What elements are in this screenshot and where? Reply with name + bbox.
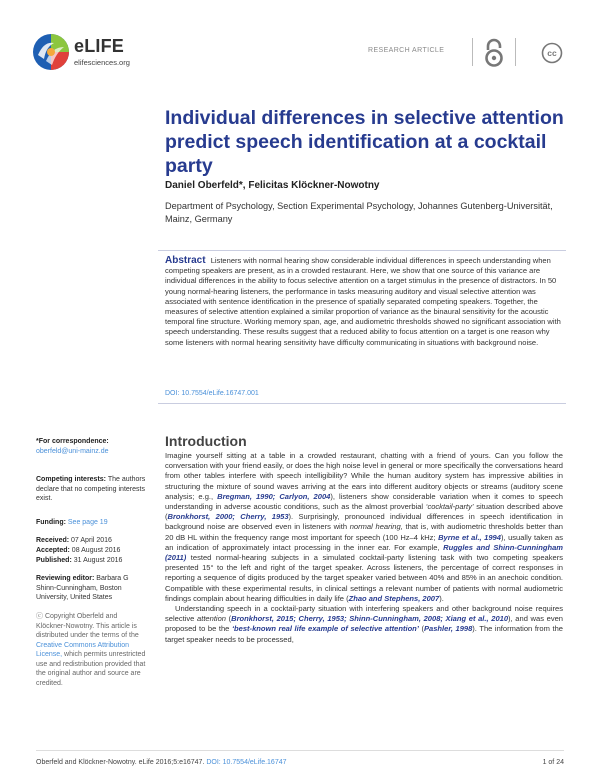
citation-link[interactable]: Byrne et al., 1994 <box>438 532 501 542</box>
introduction-body <box>165 451 563 645</box>
citation-link[interactable]: Bronkhorst, 2015; Cherry, 1953; Shinn-Cunningham, 2008; Xiang et al., 2010 <box>231 614 509 624</box>
copyright-icon: ⓒ <box>36 613 43 620</box>
logo-url[interactable]: elifesciences.org <box>74 58 130 67</box>
text-run: Understanding speech in a cocktail-party situation with interfering speakers and other background noise requires selective <box>165 604 563 624</box>
footer-divider <box>36 750 564 751</box>
emphasis: attention <box>197 614 226 624</box>
citation-link[interactable]: Zhao and Stephens, 2007 <box>348 593 440 603</box>
text-run: ( <box>228 614 232 624</box>
citation-link[interactable]: Bronkhorst, 2000; Cherry, 1953 <box>167 512 289 522</box>
text-run: ), and was even proposed to be the <box>165 614 563 634</box>
logo-text[interactable]: eLIFE <box>74 36 125 56</box>
author-list: Daniel Oberfeld*, Felicitas Klöckner-Nowotny <box>165 180 380 191</box>
published-date <box>36 556 146 566</box>
text-run: ). Surprisingly, pronounced individual differences in speech identification in background noise are observed even in listeners with <box>165 512 563 532</box>
footer-doi-link[interactable]: DOI: 10.7554/eLife.16747 <box>206 759 287 766</box>
received-label: Received: <box>36 537 70 544</box>
accepted-value: 08 August 2016 <box>71 547 121 554</box>
funding-label: Funding: <box>36 519 66 526</box>
reviewing-editor <box>36 574 146 603</box>
paragraph <box>165 604 563 645</box>
copyright-text: Copyright Oberfeld and Klöckner-Nowotny. This article is distributed under the terms of the <box>36 613 139 639</box>
abstract <box>165 256 565 348</box>
cc-label: cc <box>547 48 557 59</box>
copyright-notice <box>36 612 146 688</box>
emphasis: ‘cocktail-party’ <box>425 502 474 512</box>
text-run: ( <box>421 624 424 634</box>
correspondence-label: *For correspondence: <box>36 438 109 445</box>
competing-interests-label: Competing interests: <box>36 476 107 483</box>
article-type-label: RESEARCH ARTICLE <box>368 47 445 54</box>
citation-link[interactable]: Bregman, 1990; Carlyon, 2004 <box>217 491 331 501</box>
license-link[interactable]: Creative Commons Attribution License, <box>36 641 129 658</box>
introduction-heading: Introduction <box>165 433 247 449</box>
correspondence-email-link[interactable]: oberfeld@uni-mainz.de <box>36 447 109 455</box>
reviewing-editor-label: Reviewing editor: <box>36 575 95 582</box>
text-run: Imagine yourself sitting at a table in a crowded restaurant, chatting with a friend of yours. Can you follow the conversation with your friend easily, or does the high noise level in general or more specifically the conversations heard from other tables interfere with speech intelligibility? While the human auditory system has impressive abilities in structuring the mixture of sound waves arriving at the ears into different auditory objects or streams (auditory scene analysis; e.g., <box>165 451 563 501</box>
text-run: tested normal-hearing subjects in a simulated cocktail-party listening task with two competing speakers presented 15° to the left and right of the target speaker. Across listeners, the percentage of correct responses in reporting a sequence of digits produced by the target speaker varied between 40% and 85% in an anechoic condition. Compatible with these experimental results, in clinical settings a relevant number of patients with normal audiometric findings complain about hearing difficulties in daily life ( <box>165 553 563 603</box>
competing-interests-text: The authors declare that no competing interests exist. <box>36 476 146 502</box>
abstract-doi-link[interactable]: DOI: 10.7554/eLife.16747.001 <box>165 390 259 397</box>
text-run: ), listeners show considerable variation when it comes to speech understanding in adverse acoustic conditions, such as the almost proverbial <box>165 491 563 512</box>
accepted-label: Accepted: <box>36 547 70 554</box>
abstract-body: Listeners with normal hearing show considerable individual differences in speech understanding when competing speakers are present, as in a crowded restaurant. Here, we show that one source of this variance are individual differences in the ability to focus selective attention on a target stimulus in the presence of distractors. In 50 young normal-hearing listeners, the performance in tasks measuring auditory and visual selective attention was associated with sentence identification in the presence of spatially separated competing speakers. Together, the measures of selective attention explained a similar proportion of variance as the binaural sensitivity for the acoustic temporal fine structure. Working memory span, age, and audiometric thresholds showed no significant association with speech understanding. These results suggest that a reduced ability to focus attention on a target is one reason why some listeners with normal hearing sensitivity have difficulty communicating in situations with background noise. <box>165 256 561 347</box>
text-run: ). The information from the target speaker needs to be processed, <box>165 624 563 644</box>
header-divider <box>515 38 516 66</box>
header-divider <box>472 38 473 66</box>
article-title: Individual differences in selective attention predict speech identification at a cocktail party <box>165 107 564 177</box>
footer-citation <box>36 759 287 766</box>
abstract-heading: Abstract <box>165 255 206 266</box>
received-value: 07 April 2016 <box>71 537 112 544</box>
citation-link[interactable]: Pashler, 1998 <box>423 624 473 634</box>
reviewing-editor-value: Barbara G Shinn-Cunningham, Boston University, United States <box>36 575 129 601</box>
funding-link[interactable]: See page 19 <box>67 519 108 526</box>
received-date <box>36 536 146 546</box>
elife-logo-icon[interactable] <box>32 33 70 71</box>
copyright-text-2: which permits unrestricted use and redistribution provided that the original author and source are credited. <box>36 651 146 687</box>
published-value: 31 August 2016 <box>73 557 123 564</box>
open-access-icon <box>480 38 508 68</box>
published-label: Published: <box>36 557 72 564</box>
funding-info <box>36 518 146 528</box>
creative-commons-icon <box>541 42 563 64</box>
paragraph <box>165 451 563 604</box>
emphasis: normal hearing, <box>349 522 403 532</box>
emphasis: ‘best-known real life example of selective attention’ <box>231 624 419 634</box>
footer-citation-text: Oberfeld and Klöckner-Nowotny. eLife 2016;5:e16747. <box>36 759 205 766</box>
text-run: that is, with audiometric thresholds better than 20 dB HL within the frequency range most important for speech (100 Hz–4 kHz; <box>165 522 563 542</box>
text-run: situation described above ( <box>165 502 563 522</box>
text-run: ), usually taken as an indication of approximately intact processing in the inner ear. For example, <box>165 532 563 552</box>
accepted-date <box>36 546 146 556</box>
citation-link[interactable]: Ruggles and Shinn-Cunningham (2011) <box>165 542 563 563</box>
competing-interests <box>36 475 146 504</box>
correspondence-info <box>36 437 146 456</box>
page-number: 1 of 24 <box>542 759 564 766</box>
text-run: ). <box>439 593 444 603</box>
affiliation: Department of Psychology, Section Experimental Psychology, Johannes Gutenberg-Universität, Mainz, Germany <box>165 201 553 224</box>
